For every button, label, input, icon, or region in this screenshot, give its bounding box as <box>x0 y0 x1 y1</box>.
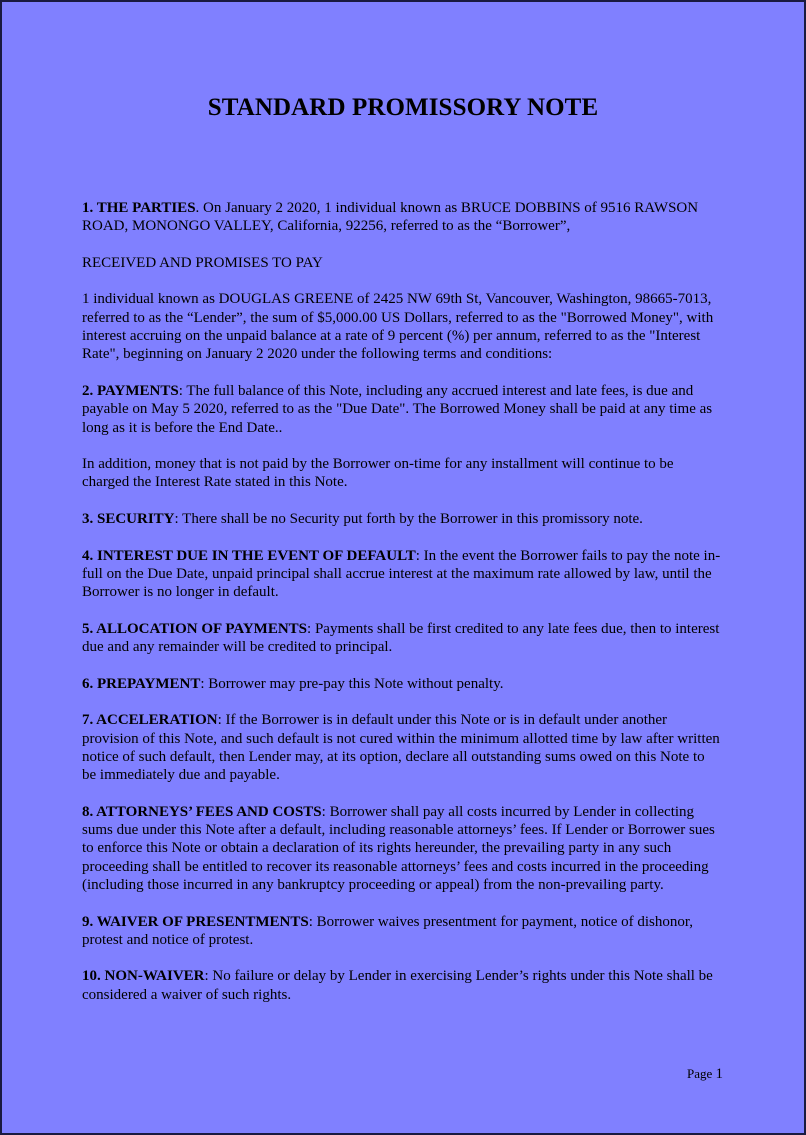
section-non-waiver <box>82 967 722 1004</box>
section-allocation <box>82 620 722 657</box>
page-label: Page <box>686 1066 713 1081</box>
section-heading: 5. ALLOCATION OF PAYMENTS <box>82 620 308 637</box>
section-text: : Borrower waives presentment for payment, notice of dishonor, protest and notice of protest. <box>82 913 694 948</box>
page-number-value: 1 <box>715 1066 723 1082</box>
section-prepayment <box>82 675 722 693</box>
section-text: : Borrower shall pay all costs incurred by Lender in collecting sums due under this Note after a default, including reasonable attorneys’ fees. If Lender or Borrower sues to enforce this Note or obtain a declaration of its rights hereunder, the prevailing party in any such proceeding shall be entitled to recover its reasonable attorneys’ fees and costs incurred in the proceeding (including those incurred in any bankruptcy proceeding or appeal) from the non-prevailing party. <box>82 803 715 893</box>
document-body <box>82 199 722 1022</box>
section-heading: 6. PREPAYMENT <box>82 675 201 692</box>
section-text: : Borrower may pre-pay this Note without penalty. <box>200 675 504 692</box>
section-text: : If the Borrower is in default under this Note or is in default under another provision of this Note, and such default is not cured within the minimum allotted time by law after written notice of such default, then Lender may, at its option, declare all outstanding sums owed on this Note to be immediately due and payable. <box>82 712 720 784</box>
section-text: . On January 2 2020, 1 individual known as BRUCE DOBBINS of 9516 RAWSON ROAD, MONONGO VALLEY, California, 92256, referred to as the “Borrower”, <box>82 200 699 235</box>
section-waiver <box>82 913 722 950</box>
section-attorneys-fees <box>82 803 722 894</box>
section-heading: 3. SECURITY <box>82 511 175 528</box>
section-text: : There shall be no Security put forth by the Borrower in this promissory note. <box>174 511 643 528</box>
section-heading: 1. THE PARTIES <box>82 200 196 216</box>
section-received <box>82 254 722 272</box>
section-text: RECEIVED AND PROMISES TO PAY <box>82 254 323 271</box>
section-text: In addition, money that is not paid by the Borrower on-time for any installment will continue to be charged the Interest Rate stated in this Note. <box>82 456 674 491</box>
section-security <box>82 510 722 528</box>
page-number <box>687 1066 723 1083</box>
page-title: STANDARD PROMISSORY NOTE <box>207 94 599 121</box>
section-heading: 10. NON-WAIVER <box>82 968 205 985</box>
section-acceleration <box>82 711 722 784</box>
section-heading: 9. WAIVER OF PRESENTMENTS <box>82 913 309 930</box>
section-heading: 4. INTEREST DUE IN THE EVENT OF DEFAULT <box>82 547 416 564</box>
section-heading: 7. ACCELERATION <box>82 712 218 729</box>
section-interest-default <box>82 547 722 602</box>
section-heading: 2. PAYMENTS <box>82 382 179 399</box>
section-lender <box>82 290 722 363</box>
section-text: : In the event the Borrower fails to pay the note in-full on the Due Date, unpaid principal shall accrue interest at the maximum rate allowed by law, until the Borrower is no longer in default. <box>82 547 721 601</box>
section-payments <box>82 382 722 437</box>
section-text: : Payments shall be first credited to any late fees due, then to interest due and any remainder will be credited to principal. <box>82 620 720 656</box>
section-text: : No failure or delay by Lender in exercising Lender’s rights under this Note shall be considered a waiver of such rights. <box>82 968 713 1003</box>
section-parties <box>82 199 722 236</box>
section-text: : The full balance of this Note, including any accrued interest and late fees, is due and payable on May 5 2020, referred to as the "Due Date". The Borrowed Money shall be paid at any time as long as it is before the End Date.. <box>82 382 713 436</box>
section-payments-addition <box>82 455 722 492</box>
section-text: 1 individual known as DOUGLAS GREENE of 2425 NW 69th St, Vancouver, Washington, 98665-7013, referred to as the “Lender”, the sum of $5,000.00 US Dollars, referred to as the "Borrowed Money", with interest accruing on the unpaid balance at a rate of 9 percent (%) per annum, referred to as the "Interest Rate", beginning on January 2 2020 under the following terms and conditions: <box>82 291 714 363</box>
section-heading: 8. ATTORNEYS’ FEES AND COSTS <box>82 803 322 820</box>
